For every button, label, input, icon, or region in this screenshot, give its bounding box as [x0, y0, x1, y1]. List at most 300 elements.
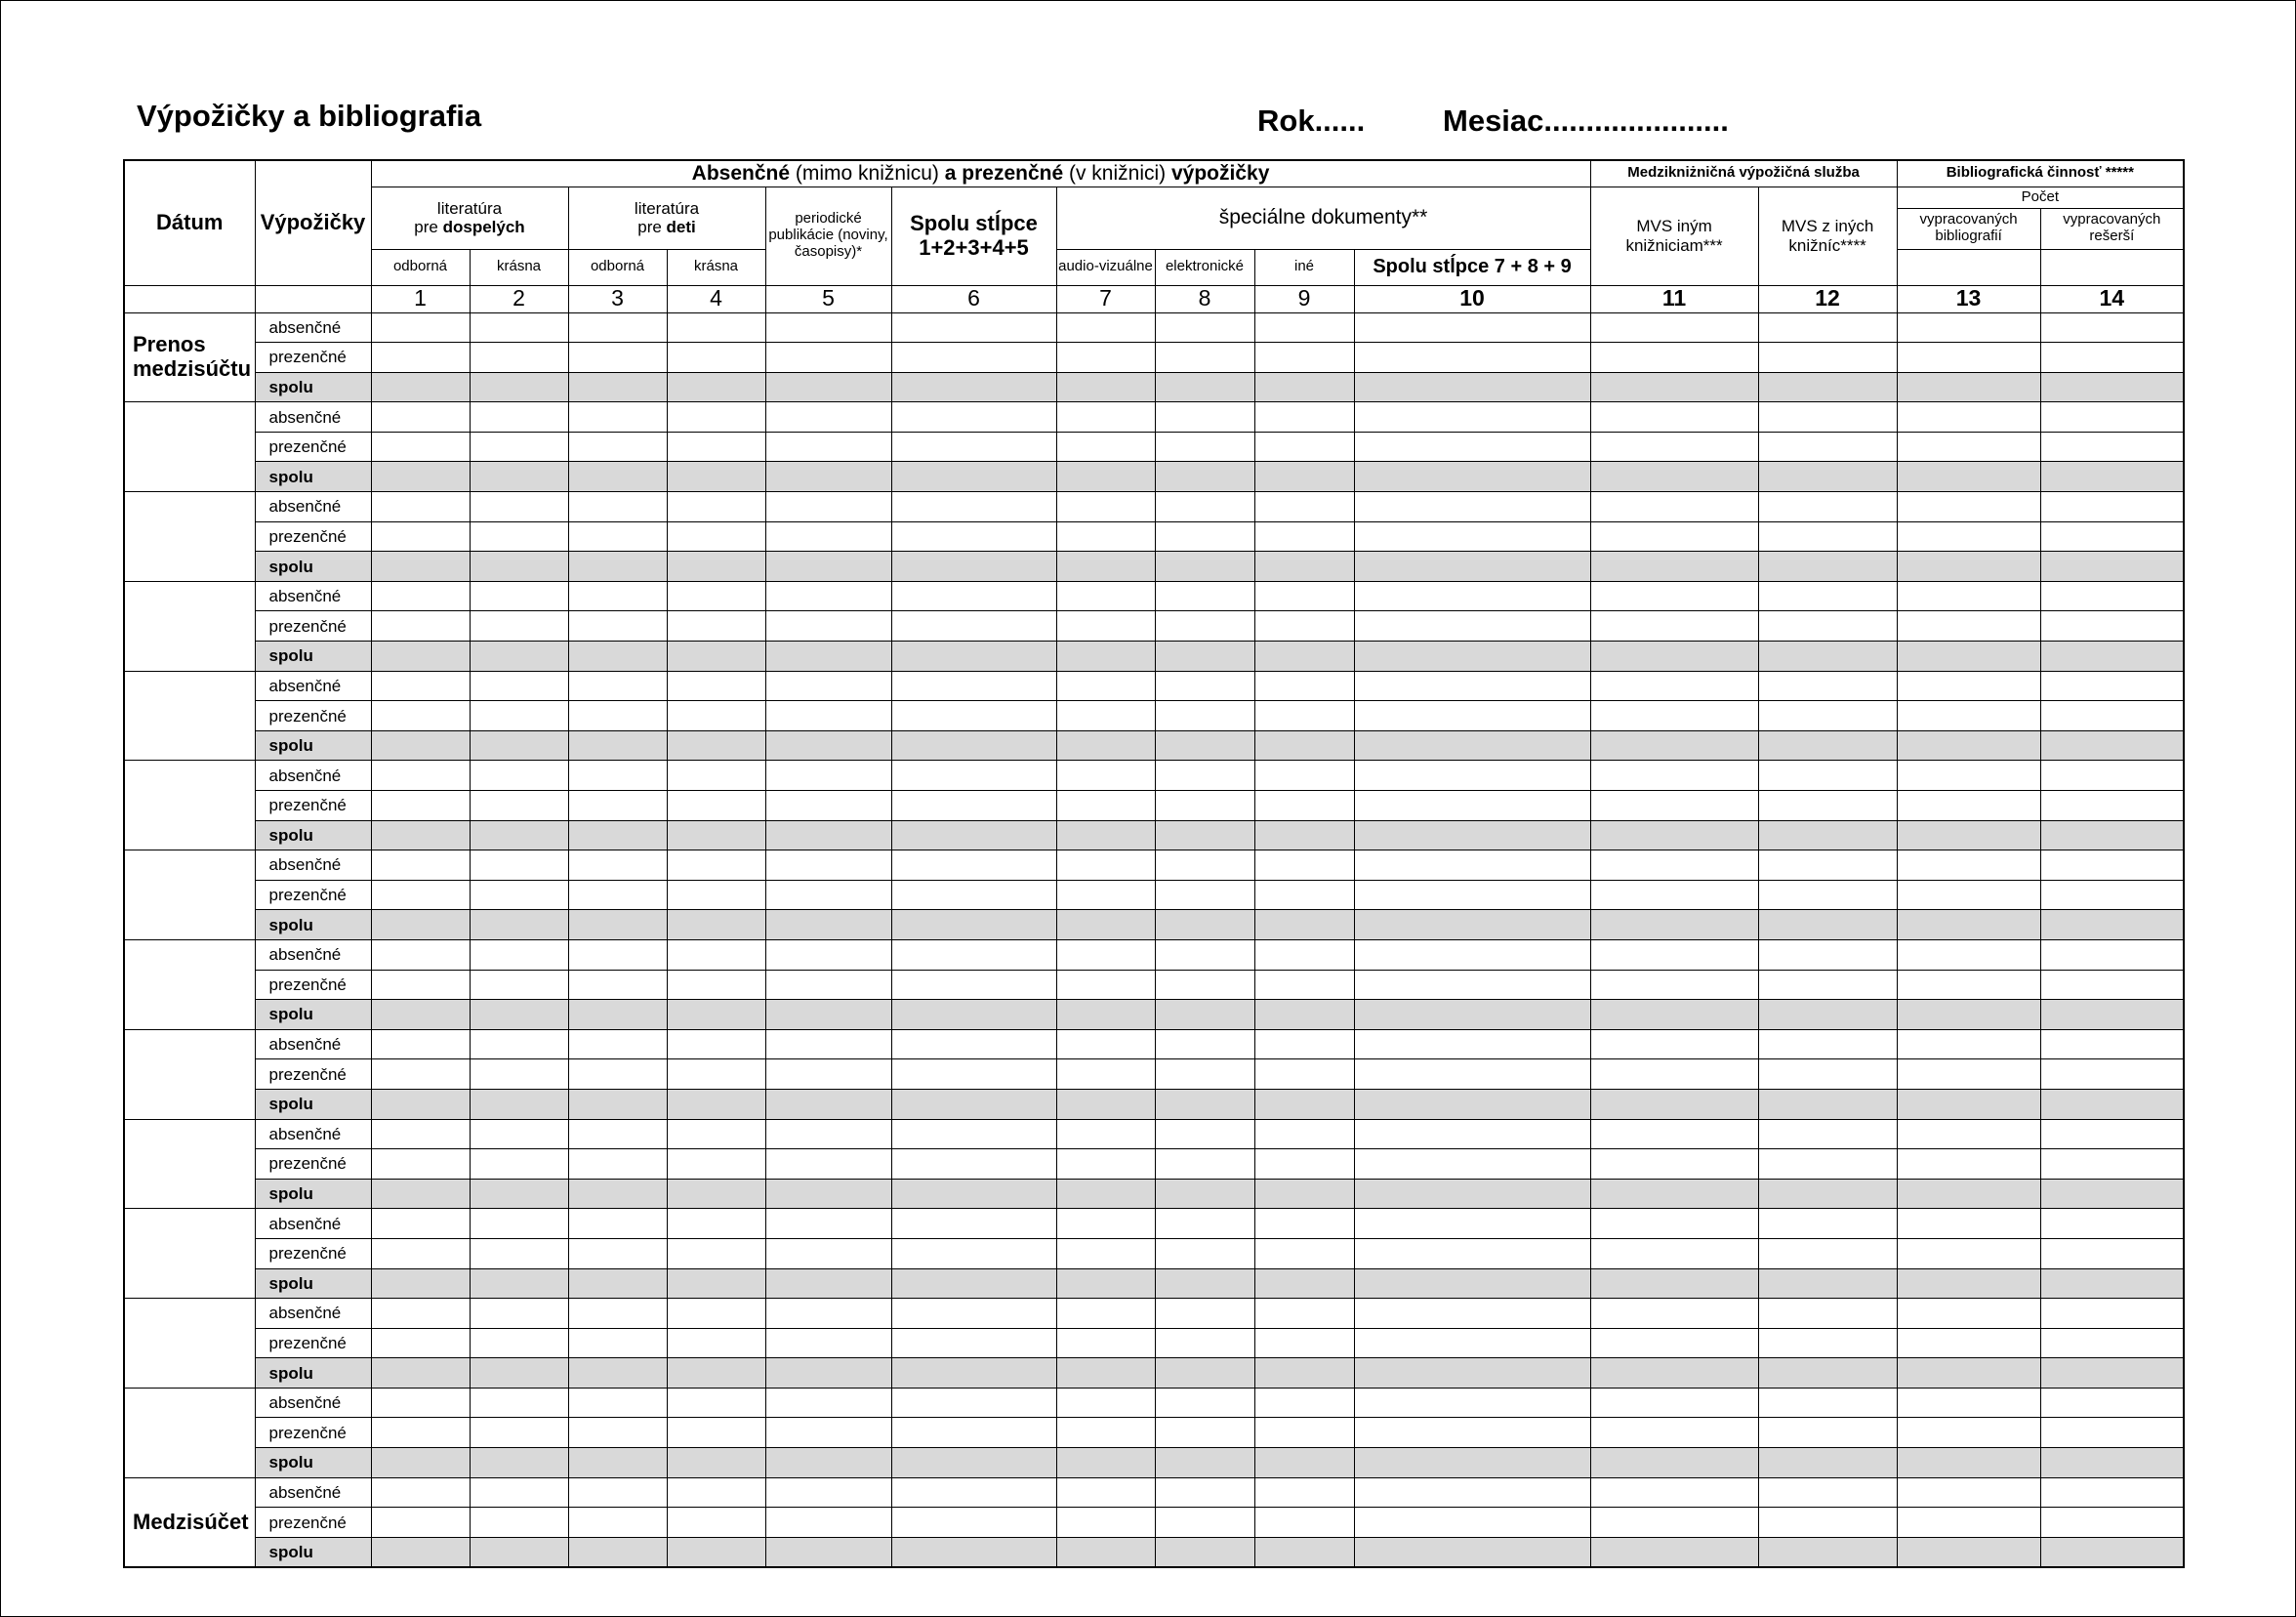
data-cell[interactable] [2040, 1209, 2184, 1239]
data-cell[interactable] [765, 880, 891, 910]
data-cell[interactable] [1758, 1328, 1897, 1358]
data-cell[interactable] [1254, 791, 1354, 821]
data-cell[interactable] [470, 1029, 568, 1059]
data-cell[interactable] [1254, 1358, 1354, 1389]
data-cell[interactable] [2040, 1268, 2184, 1299]
data-cell[interactable] [891, 1448, 1056, 1478]
data-cell[interactable] [1354, 343, 1590, 373]
data-cell[interactable] [1354, 1299, 1590, 1329]
data-cell[interactable] [667, 521, 765, 552]
data-cell[interactable] [568, 432, 667, 462]
data-cell[interactable] [1354, 820, 1590, 850]
data-cell[interactable] [1590, 820, 1758, 850]
data-cell[interactable] [1354, 312, 1590, 343]
data-cell[interactable] [371, 761, 470, 791]
data-cell[interactable] [1897, 1299, 2040, 1329]
data-cell[interactable] [1354, 970, 1590, 1000]
data-cell[interactable] [1155, 312, 1254, 343]
data-cell[interactable] [1155, 730, 1254, 761]
data-cell[interactable] [1254, 1328, 1354, 1358]
data-cell[interactable] [1354, 432, 1590, 462]
data-cell[interactable] [1758, 761, 1897, 791]
data-cell[interactable] [1354, 1238, 1590, 1268]
data-cell[interactable] [470, 1000, 568, 1030]
data-cell[interactable] [470, 432, 568, 462]
data-cell[interactable] [1254, 642, 1354, 672]
data-cell[interactable] [1056, 1179, 1155, 1209]
data-cell[interactable] [568, 492, 667, 522]
data-cell[interactable] [891, 1268, 1056, 1299]
data-cell[interactable] [1254, 492, 1354, 522]
data-cell[interactable] [667, 402, 765, 433]
data-cell[interactable] [371, 1537, 470, 1567]
data-cell[interactable] [371, 1000, 470, 1030]
data-cell[interactable] [470, 1299, 568, 1329]
data-cell[interactable] [470, 1388, 568, 1418]
data-cell[interactable] [1758, 1448, 1897, 1478]
data-cell[interactable] [765, 910, 891, 940]
data-cell[interactable] [1758, 820, 1897, 850]
data-cell[interactable] [1254, 939, 1354, 970]
data-cell[interactable] [568, 372, 667, 402]
data-cell[interactable] [568, 521, 667, 552]
data-cell[interactable] [1155, 611, 1254, 642]
data-cell[interactable] [1590, 611, 1758, 642]
data-cell[interactable] [1254, 880, 1354, 910]
data-cell[interactable] [1758, 1358, 1897, 1389]
data-cell[interactable] [765, 642, 891, 672]
data-cell[interactable] [1056, 1358, 1155, 1389]
data-cell[interactable] [1758, 939, 1897, 970]
data-cell[interactable] [568, 1388, 667, 1418]
data-cell[interactable] [470, 1358, 568, 1389]
data-cell[interactable] [568, 970, 667, 1000]
data-cell[interactable] [765, 1000, 891, 1030]
data-cell[interactable] [891, 462, 1056, 492]
data-cell[interactable] [1354, 1209, 1590, 1239]
data-cell[interactable] [2040, 462, 2184, 492]
data-cell[interactable] [667, 492, 765, 522]
data-cell[interactable] [667, 1448, 765, 1478]
data-cell[interactable] [667, 1000, 765, 1030]
data-cell[interactable] [1056, 372, 1155, 402]
data-cell[interactable] [1590, 880, 1758, 910]
data-cell[interactable] [891, 1477, 1056, 1508]
data-cell[interactable] [568, 312, 667, 343]
data-cell[interactable] [2040, 1448, 2184, 1478]
data-cell[interactable] [1897, 611, 2040, 642]
data-cell[interactable] [568, 1448, 667, 1478]
data-cell[interactable] [1254, 372, 1354, 402]
data-cell[interactable] [1758, 552, 1897, 582]
data-cell[interactable] [470, 1059, 568, 1090]
data-cell[interactable] [667, 1537, 765, 1567]
data-cell[interactable] [667, 1508, 765, 1538]
data-cell[interactable] [470, 343, 568, 373]
data-cell[interactable] [1354, 1537, 1590, 1567]
data-cell[interactable] [1590, 1418, 1758, 1448]
data-cell[interactable] [1897, 1089, 2040, 1119]
data-cell[interactable] [371, 1418, 470, 1448]
data-cell[interactable] [470, 880, 568, 910]
data-cell[interactable] [1155, 1000, 1254, 1030]
data-cell[interactable] [568, 343, 667, 373]
data-cell[interactable] [1758, 970, 1897, 1000]
data-cell[interactable] [667, 1299, 765, 1329]
data-cell[interactable] [1897, 1508, 2040, 1538]
date-cell[interactable] [124, 402, 255, 492]
data-cell[interactable] [1758, 671, 1897, 701]
data-cell[interactable] [568, 1238, 667, 1268]
data-cell[interactable] [470, 521, 568, 552]
data-cell[interactable] [765, 402, 891, 433]
data-cell[interactable] [1590, 312, 1758, 343]
data-cell[interactable] [891, 761, 1056, 791]
data-cell[interactable] [1590, 850, 1758, 881]
data-cell[interactable] [568, 1059, 667, 1090]
data-cell[interactable] [765, 671, 891, 701]
data-cell[interactable] [1056, 910, 1155, 940]
data-cell[interactable] [470, 970, 568, 1000]
data-cell[interactable] [667, 462, 765, 492]
data-cell[interactable] [470, 1477, 568, 1508]
data-cell[interactable] [1758, 1179, 1897, 1209]
data-cell[interactable] [1897, 312, 2040, 343]
data-cell[interactable] [1354, 671, 1590, 701]
data-cell[interactable] [1590, 1119, 1758, 1149]
data-cell[interactable] [1155, 970, 1254, 1000]
data-cell[interactable] [1897, 642, 2040, 672]
data-cell[interactable] [1056, 312, 1155, 343]
data-cell[interactable] [568, 611, 667, 642]
data-cell[interactable] [568, 1299, 667, 1329]
data-cell[interactable] [2040, 761, 2184, 791]
data-cell[interactable] [1590, 1209, 1758, 1239]
data-cell[interactable] [667, 581, 765, 611]
data-cell[interactable] [1897, 1388, 2040, 1418]
data-cell[interactable] [1155, 1209, 1254, 1239]
data-cell[interactable] [1897, 521, 2040, 552]
data-cell[interactable] [1155, 910, 1254, 940]
data-cell[interactable] [1590, 701, 1758, 731]
data-cell[interactable] [765, 1448, 891, 1478]
data-cell[interactable] [1354, 1388, 1590, 1418]
data-cell[interactable] [1590, 1477, 1758, 1508]
data-cell[interactable] [2040, 581, 2184, 611]
data-cell[interactable] [1758, 1149, 1897, 1180]
data-cell[interactable] [371, 642, 470, 672]
data-cell[interactable] [371, 1508, 470, 1538]
data-cell[interactable] [1056, 1448, 1155, 1478]
data-cell[interactable] [1897, 402, 2040, 433]
date-cell[interactable] [124, 761, 255, 850]
data-cell[interactable] [1758, 402, 1897, 433]
data-cell[interactable] [1354, 730, 1590, 761]
data-cell[interactable] [891, 1418, 1056, 1448]
data-cell[interactable] [891, 1089, 1056, 1119]
data-cell[interactable] [1254, 402, 1354, 433]
data-cell[interactable] [1758, 1089, 1897, 1119]
data-cell[interactable] [1254, 1089, 1354, 1119]
data-cell[interactable] [667, 642, 765, 672]
data-cell[interactable] [371, 1238, 470, 1268]
data-cell[interactable] [371, 880, 470, 910]
data-cell[interactable] [891, 701, 1056, 731]
data-cell[interactable] [765, 1209, 891, 1239]
data-cell[interactable] [1254, 581, 1354, 611]
data-cell[interactable] [1897, 1209, 2040, 1239]
data-cell[interactable] [1590, 1179, 1758, 1209]
data-cell[interactable] [568, 880, 667, 910]
data-cell[interactable] [1354, 611, 1590, 642]
data-cell[interactable] [1056, 1119, 1155, 1149]
data-cell[interactable] [1354, 581, 1590, 611]
data-cell[interactable] [1155, 1149, 1254, 1180]
data-cell[interactable] [1897, 1029, 2040, 1059]
data-cell[interactable] [1056, 1299, 1155, 1329]
data-cell[interactable] [1590, 910, 1758, 940]
data-cell[interactable] [765, 1388, 891, 1418]
data-cell[interactable] [470, 1448, 568, 1478]
data-cell[interactable] [1056, 611, 1155, 642]
data-cell[interactable] [1056, 492, 1155, 522]
data-cell[interactable] [1056, 761, 1155, 791]
data-cell[interactable] [371, 312, 470, 343]
data-cell[interactable] [1758, 1029, 1897, 1059]
data-cell[interactable] [765, 1119, 891, 1149]
data-cell[interactable] [765, 1537, 891, 1567]
data-cell[interactable] [1254, 1299, 1354, 1329]
data-cell[interactable] [2040, 1299, 2184, 1329]
data-cell[interactable] [1897, 1000, 2040, 1030]
data-cell[interactable] [1254, 312, 1354, 343]
data-cell[interactable] [891, 1000, 1056, 1030]
data-cell[interactable] [568, 462, 667, 492]
data-cell[interactable] [371, 671, 470, 701]
data-cell[interactable] [667, 372, 765, 402]
date-cell[interactable] [124, 850, 255, 940]
data-cell[interactable] [1590, 432, 1758, 462]
data-cell[interactable] [1056, 970, 1155, 1000]
data-cell[interactable] [1354, 1477, 1590, 1508]
data-cell[interactable] [891, 552, 1056, 582]
data-cell[interactable] [1254, 1477, 1354, 1508]
data-cell[interactable] [371, 1029, 470, 1059]
data-cell[interactable] [568, 1508, 667, 1538]
data-cell[interactable] [1155, 1119, 1254, 1149]
data-cell[interactable] [470, 1149, 568, 1180]
data-cell[interactable] [1155, 1029, 1254, 1059]
data-cell[interactable] [891, 970, 1056, 1000]
data-cell[interactable] [1354, 1029, 1590, 1059]
data-cell[interactable] [765, 432, 891, 462]
data-cell[interactable] [470, 1179, 568, 1209]
data-cell[interactable] [470, 552, 568, 582]
data-cell[interactable] [765, 611, 891, 642]
data-cell[interactable] [1354, 1089, 1590, 1119]
data-cell[interactable] [371, 462, 470, 492]
data-cell[interactable] [891, 1149, 1056, 1180]
data-cell[interactable] [1590, 970, 1758, 1000]
data-cell[interactable] [1354, 850, 1590, 881]
data-cell[interactable] [765, 1328, 891, 1358]
data-cell[interactable] [1758, 1477, 1897, 1508]
data-cell[interactable] [1590, 730, 1758, 761]
data-cell[interactable] [667, 1477, 765, 1508]
date-cell[interactable] [124, 939, 255, 1029]
data-cell[interactable] [1155, 939, 1254, 970]
data-cell[interactable] [1590, 1089, 1758, 1119]
data-cell[interactable] [1254, 1029, 1354, 1059]
data-cell[interactable] [1155, 1477, 1254, 1508]
data-cell[interactable] [2040, 1029, 2184, 1059]
data-cell[interactable] [568, 1537, 667, 1567]
data-cell[interactable] [1254, 1238, 1354, 1268]
data-cell[interactable] [1590, 343, 1758, 373]
data-cell[interactable] [1254, 611, 1354, 642]
data-cell[interactable] [891, 581, 1056, 611]
data-cell[interactable] [470, 1418, 568, 1448]
data-cell[interactable] [1897, 939, 2040, 970]
data-cell[interactable] [667, 701, 765, 731]
data-cell[interactable] [2040, 701, 2184, 731]
data-cell[interactable] [1354, 492, 1590, 522]
data-cell[interactable] [1254, 552, 1354, 582]
data-cell[interactable] [765, 343, 891, 373]
data-cell[interactable] [1056, 1029, 1155, 1059]
data-cell[interactable] [568, 1179, 667, 1209]
data-cell[interactable] [1758, 611, 1897, 642]
data-cell[interactable] [1254, 671, 1354, 701]
data-cell[interactable] [1354, 1119, 1590, 1149]
data-cell[interactable] [371, 1358, 470, 1389]
data-cell[interactable] [2040, 1388, 2184, 1418]
data-cell[interactable] [1155, 402, 1254, 433]
data-cell[interactable] [1590, 1299, 1758, 1329]
data-cell[interactable] [891, 820, 1056, 850]
data-cell[interactable] [568, 1477, 667, 1508]
date-cell[interactable] [124, 581, 255, 671]
data-cell[interactable] [1155, 552, 1254, 582]
data-cell[interactable] [1897, 1328, 2040, 1358]
data-cell[interactable] [2040, 343, 2184, 373]
data-cell[interactable] [2040, 1059, 2184, 1090]
data-cell[interactable] [470, 850, 568, 881]
data-cell[interactable] [371, 1089, 470, 1119]
data-cell[interactable] [371, 372, 470, 402]
data-cell[interactable] [765, 1268, 891, 1299]
data-cell[interactable] [765, 970, 891, 1000]
data-cell[interactable] [667, 1268, 765, 1299]
data-cell[interactable] [1354, 521, 1590, 552]
data-cell[interactable] [1897, 1268, 2040, 1299]
data-cell[interactable] [371, 1209, 470, 1239]
data-cell[interactable] [1056, 1388, 1155, 1418]
data-cell[interactable] [470, 730, 568, 761]
data-cell[interactable] [765, 701, 891, 731]
data-cell[interactable] [1758, 701, 1897, 731]
data-cell[interactable] [891, 850, 1056, 881]
data-cell[interactable] [1758, 343, 1897, 373]
data-cell[interactable] [371, 910, 470, 940]
data-cell[interactable] [891, 312, 1056, 343]
data-cell[interactable] [371, 1119, 470, 1149]
data-cell[interactable] [470, 1238, 568, 1268]
data-cell[interactable] [1897, 462, 2040, 492]
data-cell[interactable] [891, 1059, 1056, 1090]
data-cell[interactable] [1354, 372, 1590, 402]
data-cell[interactable] [765, 1358, 891, 1389]
data-cell[interactable] [1056, 1000, 1155, 1030]
data-cell[interactable] [470, 1268, 568, 1299]
data-cell[interactable] [667, 880, 765, 910]
data-cell[interactable] [667, 761, 765, 791]
data-cell[interactable] [1590, 1537, 1758, 1567]
data-cell[interactable] [1590, 552, 1758, 582]
data-cell[interactable] [1155, 432, 1254, 462]
data-cell[interactable] [1056, 343, 1155, 373]
data-cell[interactable] [1254, 1119, 1354, 1149]
data-cell[interactable] [765, 462, 891, 492]
data-cell[interactable] [1758, 581, 1897, 611]
data-cell[interactable] [765, 820, 891, 850]
data-cell[interactable] [1354, 701, 1590, 731]
data-cell[interactable] [1254, 1537, 1354, 1567]
data-cell[interactable] [1758, 880, 1897, 910]
data-cell[interactable] [1758, 372, 1897, 402]
data-cell[interactable] [1590, 1059, 1758, 1090]
data-cell[interactable] [891, 671, 1056, 701]
data-cell[interactable] [765, 1029, 891, 1059]
data-cell[interactable] [1354, 1328, 1590, 1358]
data-cell[interactable] [1590, 642, 1758, 672]
data-cell[interactable] [568, 1418, 667, 1448]
data-cell[interactable] [371, 492, 470, 522]
data-cell[interactable] [667, 730, 765, 761]
data-cell[interactable] [891, 1537, 1056, 1567]
date-cell[interactable] [124, 492, 255, 582]
data-cell[interactable] [667, 1119, 765, 1149]
data-cell[interactable] [1354, 552, 1590, 582]
data-cell[interactable] [1155, 761, 1254, 791]
data-cell[interactable] [1758, 462, 1897, 492]
data-cell[interactable] [1155, 1179, 1254, 1209]
data-cell[interactable] [1590, 1000, 1758, 1030]
data-cell[interactable] [1590, 1358, 1758, 1389]
data-cell[interactable] [568, 1358, 667, 1389]
data-cell[interactable] [371, 432, 470, 462]
data-cell[interactable] [2040, 910, 2184, 940]
data-cell[interactable] [1155, 1508, 1254, 1538]
data-cell[interactable] [1254, 1388, 1354, 1418]
data-cell[interactable] [667, 1179, 765, 1209]
data-cell[interactable] [1354, 462, 1590, 492]
data-cell[interactable] [1354, 1059, 1590, 1090]
data-cell[interactable] [1254, 1418, 1354, 1448]
data-cell[interactable] [765, 1059, 891, 1090]
data-cell[interactable] [667, 820, 765, 850]
data-cell[interactable] [1758, 1418, 1897, 1448]
data-cell[interactable] [2040, 372, 2184, 402]
data-cell[interactable] [1056, 462, 1155, 492]
data-cell[interactable] [667, 791, 765, 821]
data-cell[interactable] [470, 910, 568, 940]
data-cell[interactable] [1056, 1089, 1155, 1119]
data-cell[interactable] [1056, 1059, 1155, 1090]
data-cell[interactable] [1758, 1268, 1897, 1299]
data-cell[interactable] [1254, 462, 1354, 492]
data-cell[interactable] [1897, 791, 2040, 821]
